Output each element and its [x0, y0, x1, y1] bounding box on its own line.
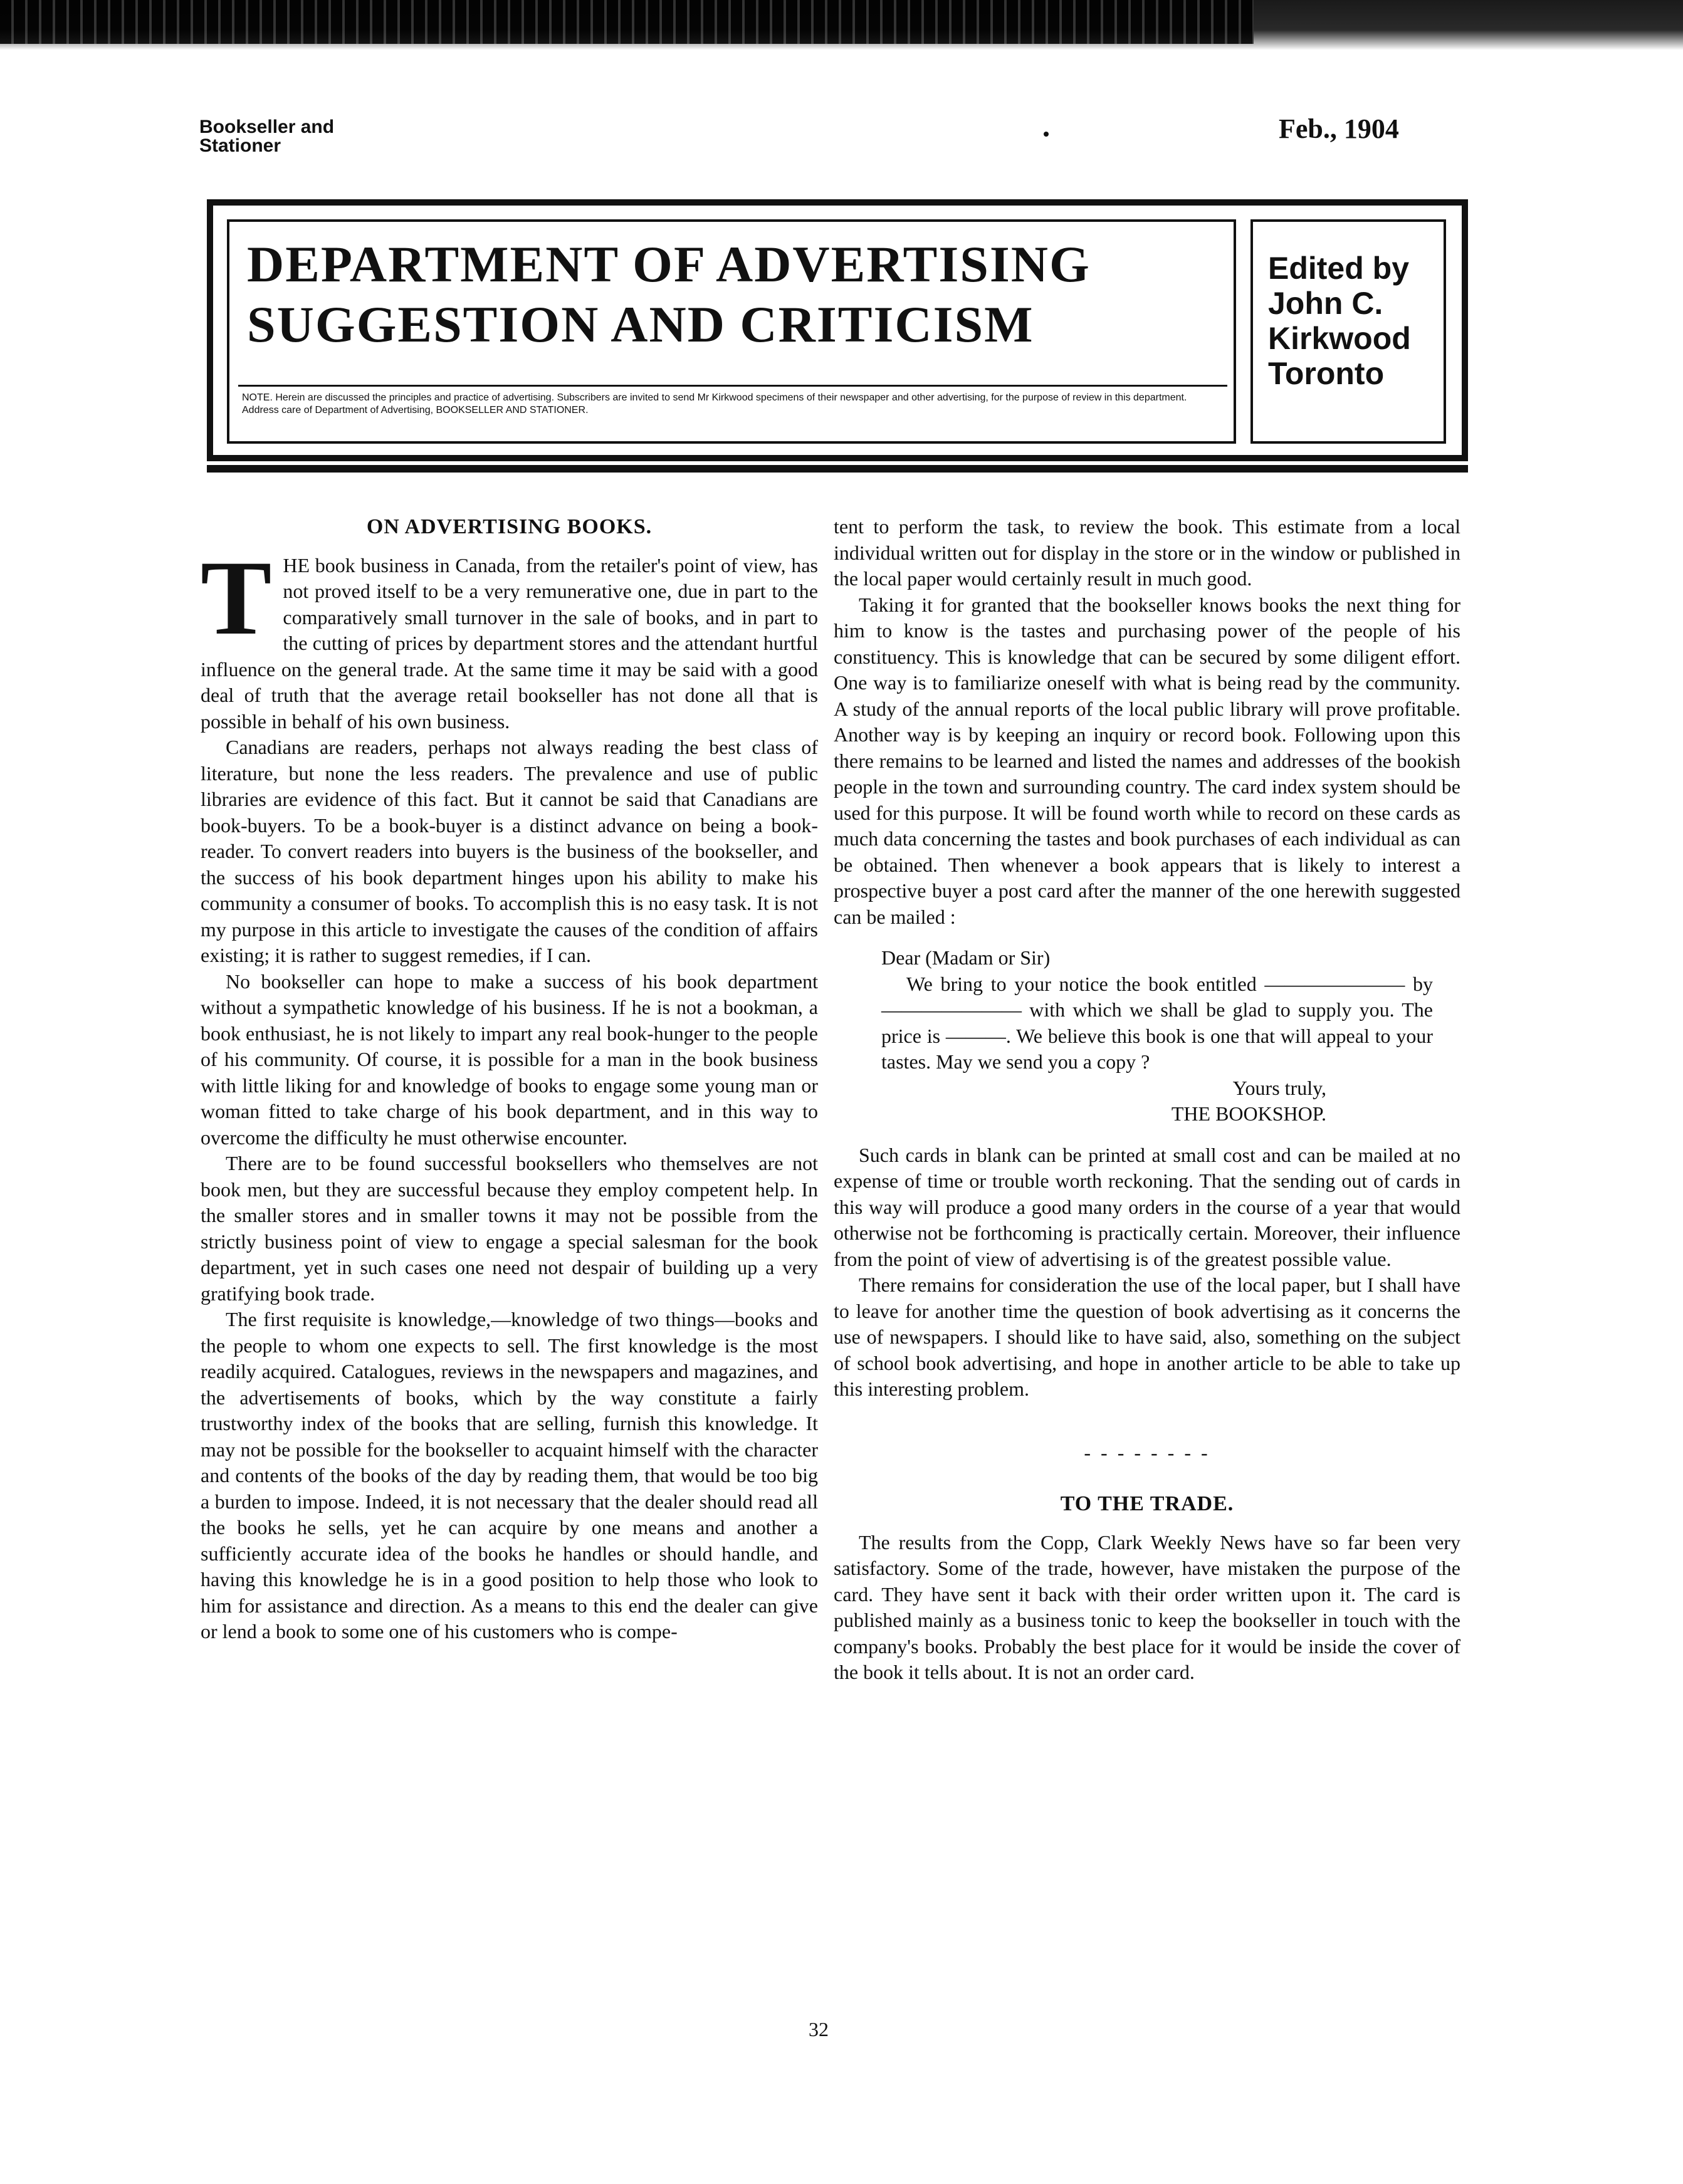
article-paragraph: The results from the Copp, Clark Weekly News have so far been very satisfactory. Some of the trade, however, have mistaken the purpose of the card. They have sent it back with their order written upon it. The card is published mainly as a business tonic to keep the bookseller in touch with the company's books. Probably the best place for it would be inside the cover of the book it tells about. It is not an order card. — [834, 1530, 1460, 1683]
title-line-1: DEPARTMENT OF ADVERTISING — [247, 236, 1091, 293]
department-note: NOTE. Herein are discussed the principles and practice of advertising. Subscribers are invited to send Mr Kirkwood specimens of their newspaper and other advertising, for the purpose of review in this department. Address care of Department of Advertising, BOOKSELLER AND STATIONER. — [238, 385, 1227, 434]
scan-edge-bar — [0, 0, 1683, 50]
banner-rule — [207, 465, 1468, 473]
editor-line-1: Edited by — [1268, 251, 1410, 286]
paragraph-text: HE book business in Canada, from the retailer's point of view, has not proved itself to be a very remunerative one, due in part to the comparatively small turnover in the sale of books, and in part to the cutting of prices by department stores and the attendant hurtful influence on the general trade. At the same time it may be said with a good deal of truth that the average retail bookseller has not done all that is possible in behalf of his own business. — [201, 553, 818, 733]
article-paragraph: Taking it for granted that the bookseller knows books the next thing for him to know is the tastes and purchasing power of the people of his constituency. This is knowledge that can be secured by some diligent effort. One way is to familiarize oneself with what is being read by the community. A study of the annual reports of the local public library will prove profitable. Another way is by keeping an inquiry or record book. Following upon this there remains to be learned and listed the names and addresses of the bookish people in the town and surrounding country. The card index system should be used for this purpose. It will be found worth while to record on these cards as much data concerning the tastes and book purchases of each individual as can be obtained. Then whenever a book appears that is likely to interest a prospective buyer a post card after the manner of the one herewith suggested can be mailed : — [834, 593, 1460, 928]
editor-line-4: Toronto — [1268, 356, 1385, 391]
article-paragraph: The first requisite is knowledge,—knowledge of two things—books and the people to whom one expects to sell. The first knowledge is the most readily acquired. Catalogues, reviews in the newspapers and magazines, and the advertisements of books, which by the way constitute a fairly trustworthy index of the books that are selling, furnish this knowledge. It may not be possible for the bookseller to acquaint himself with the character and contents of the books of the day by reading them, that would be too big a burden to impose. Indeed, it is not necessary that the dealer should read all the books he sells, yet he can acquire by one means and another a sufficiently accurate idea of the books he handles or should handle, and having this knowledge he is in a good position to help those who look to him for assistance and direction. As a means to this end the dealer can give or lend a book to some one of his customers who is compe- — [201, 1308, 818, 1643]
editor-line-2: John C. — [1268, 286, 1383, 321]
article-paragraph: Canadians are readers, perhaps not always reading the best class of literature, but none the less readers. The prevalence and use of public libraries are evidence of this fact. But it cannot be said that Canadians are book-buyers. To be a book-buyer is a distinct advance on being a book-reader. To convert readers into buyers is the business of the bookseller, and the success of his book department hinges upon his ability to make his community a consumer of books. To accomplish this is no easy task. It is not my purpose in this article to investigate the causes of the condition of affairs existing; it is rather to suggest remedies, if I can. — [201, 736, 818, 966]
editor-credit — [1250, 219, 1446, 444]
article-paragraph: There remains for consideration the use of the local paper, but I shall have to leave for another time the question of book advertising as it concerns the use of newspapers. I should like to have said, also, something on the subject of school book advertising, and hope in another article to be able to take up this interesting problem. — [834, 1273, 1460, 1400]
department-banner — [207, 199, 1468, 461]
article-heading: ON ADVERTISING BOOKS. — [366, 515, 653, 538]
header-dot — [1044, 132, 1049, 137]
banner-title-box — [227, 219, 1236, 444]
article-paragraph: No bookseller can hope to make a success of his book department without a sympathetic knowledge of his business. If he is not a bookman, a book enthusiast, he is not likely to impart any real book-hunger to the people of his community. Of course, it is possible for a man in the book business with little liking for and knowledge of books to engage some young man or woman fitted to take charge of his book department, and in this way to overcome the difficulty he must otherwise encounter. — [201, 969, 818, 1149]
article-paragraph: Such cards in blank can be printed at small cost and can be mailed at no expense of time or trouble worth reckoning. That the sending out of cards in this way will produce a good many orders in the course of a year that would otherwise not be forthcoming is practically certain. Moreover, their influence from the point of view of advertising is of the greatest possible value. — [834, 1143, 1460, 1270]
letter-signature: THE BOOKSHOP. — [1171, 1102, 1326, 1125]
page-number: 32 — [809, 2018, 829, 2040]
publication-name — [199, 118, 334, 155]
letter-close: Yours truly, — [1232, 1076, 1326, 1099]
article-paragraph: tent to perform the task, to review the book. This estimate from a local individual written out for display in the store or in the window or published in the local paper would certainly result in much good. — [834, 515, 1460, 590]
article-paragraph: There are to be found successful booksellers who themselves are not book men, but they are successful because they employ competent help. In the smaller stores and in smaller towns it may not be possible from the strictly business point of view to engage a special salesman for the book department, yet in such cases one need not despair of building up a very gratifying book trade. — [201, 1152, 818, 1305]
letter-salutation: Dear (Madam or Sir) — [881, 946, 1051, 969]
publication-line-2: Stationer — [199, 135, 281, 156]
issue-date: Feb., 1904 — [1279, 113, 1399, 144]
section-separator: - - - - - - - - — [1084, 1441, 1210, 1464]
article-paragraph — [201, 538, 818, 735]
title-line-2: SUGGESTION AND CRITICISM — [247, 296, 1034, 353]
article-heading: TO THE TRADE. — [1060, 1492, 1234, 1515]
letter-body: We bring to your notice the book entitled ——————— by ——————— with which we shall be glad to supply you. The price is ———. We believe this book is one that will appeal to your tastes. May we send you a copy ? — [881, 972, 1433, 1073]
sample-post-card — [881, 945, 1433, 1127]
publication-line-1: Bookseller and — [199, 117, 335, 137]
editor-line-3: Kirkwood — [1268, 321, 1411, 356]
department-title — [247, 234, 1225, 355]
right-column — [834, 514, 1460, 1686]
drop-cap: T — [201, 538, 272, 657]
left-column — [201, 514, 818, 1645]
